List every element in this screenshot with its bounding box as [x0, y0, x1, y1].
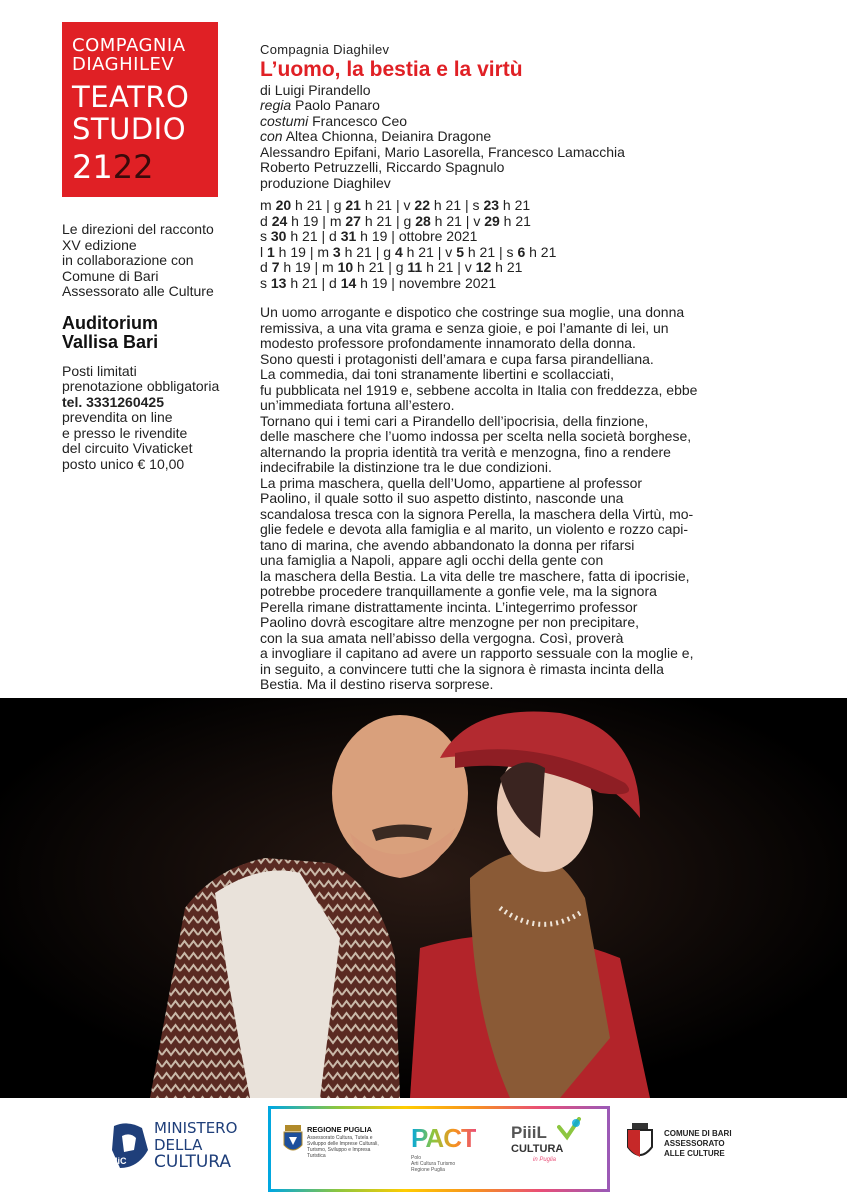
comune-line: COMUNE DI BARI — [664, 1129, 732, 1138]
time-label: h 19 | novembre 2021 — [356, 274, 497, 291]
time-label: h 21 — [491, 259, 523, 275]
time-label: h 19 | m — [274, 243, 333, 260]
weekday-label: m — [260, 197, 276, 213]
day-number: 22 — [414, 197, 430, 213]
synopsis-line: in seguito, a convincere tutti che la signora è rimasta incinta della — [260, 660, 664, 677]
regione-subtitle-line: Assessorato Cultura, Tutela e — [307, 1135, 373, 1141]
regione-subtitle-line: Turismo, Sviluppo e Impresa — [307, 1147, 371, 1153]
synopsis-line: Bestia. Ma il destino riserva sorprese. — [260, 676, 494, 692]
director-name: Paolo Panaro — [291, 97, 380, 113]
date-row — [260, 245, 800, 261]
time-label: h 21 — [525, 243, 557, 260]
costumes-name: Francesco Ceo — [308, 112, 408, 129]
intro-line: Assessorato alle Culture — [62, 283, 214, 299]
pact-subtitle-line: Regione Puglia — [411, 1167, 445, 1173]
credits — [260, 83, 800, 192]
day-number: 30 — [270, 228, 287, 244]
logo-season-a: 21 — [72, 148, 113, 186]
intro-line: XV edizione — [62, 236, 137, 253]
day-number: 10 — [337, 259, 354, 275]
day-number: 4 — [394, 243, 403, 260]
comune-bari-crest-icon — [624, 1123, 656, 1163]
synopsis-line: con la sua amata nell’abisso della vergogna. Così, proverà — [260, 629, 624, 646]
logo-teatro: TEATRO — [72, 80, 190, 114]
regione-subtitle-line: Sviluppo delle Imprese Culturali, — [307, 1141, 379, 1147]
comune-line: ASSESSORATO — [664, 1139, 725, 1148]
day-number: 31 — [340, 228, 357, 244]
date-row — [260, 229, 800, 245]
time-label: h 21 — [499, 197, 531, 213]
synopsis-line: un’immediata fortuna all’estero. — [260, 397, 455, 413]
comune-line: ALLE CULTURE — [664, 1149, 725, 1158]
time-label: h 21 | s — [463, 243, 518, 260]
weekday-label: l — [260, 243, 267, 260]
mic-text — [154, 1120, 237, 1171]
synopsis-line: Paolino, il quale sotto il suo aspetto distinto, nasconde una — [260, 490, 624, 506]
synopsis-line: indecifrabile la distinzione tra le due condizioni. — [260, 459, 552, 475]
mic-badge: MiC — [110, 1156, 127, 1166]
main-column — [260, 42, 800, 693]
costumes — [260, 114, 800, 130]
season-logo — [62, 22, 218, 197]
logo-season-b: 22 — [112, 148, 154, 186]
regione-puglia-crest-icon — [283, 1125, 303, 1155]
venue-line: Vallisa Bari — [62, 331, 159, 352]
mic-line: CULTURA — [154, 1152, 232, 1172]
time-label: h 21 — [499, 212, 531, 229]
author: di Luigi Pirandello — [260, 81, 371, 98]
partner-logos — [268, 1106, 610, 1192]
logo-season — [72, 150, 153, 184]
logo-company-name: DIAGHILEV — [72, 54, 175, 75]
director-label: regia — [260, 97, 292, 113]
piil-tagline: in Puglia — [533, 1157, 557, 1163]
pact-subtitle-line: Polo — [411, 1155, 422, 1161]
logo-company: COMPAGNIA — [72, 35, 186, 56]
time-label: h 19 | m — [279, 259, 338, 275]
day-number: 21 — [345, 197, 361, 213]
day-number: 14 — [340, 274, 357, 291]
festival-intro — [62, 222, 252, 300]
synopsis-line: a invogliare il capitano ad avere un rapporto sessuale con la moglie e, — [260, 645, 694, 661]
day-number: 7 — [271, 259, 280, 275]
info-line: e presso le rivendite — [62, 424, 188, 441]
time-label: h 19 | m — [287, 212, 346, 229]
day-number: 28 — [415, 212, 431, 229]
ticket-info — [62, 364, 252, 473]
production: produzione Diaghilev — [260, 174, 391, 191]
day-number: 20 — [275, 197, 292, 213]
cast — [260, 129, 800, 145]
intro-line: in collaborazione con — [62, 252, 194, 268]
phone-number[interactable]: tel. 3331260425 — [62, 393, 164, 410]
synopsis-line: una famiglia a Napoli, appare agli occhi della gente con — [260, 552, 604, 568]
day-number: 1 — [267, 243, 275, 260]
regione-subtitle — [307, 1135, 379, 1159]
time-label: h 21 | g — [353, 259, 408, 275]
synopsis-line: scandalosa tresca con la signora Perella, la maschera della Virtù, mo- — [260, 505, 694, 522]
day-number: 12 — [475, 259, 492, 275]
mic-line: DELLA — [154, 1136, 203, 1154]
pact-subtitle — [411, 1155, 455, 1173]
day-number: 27 — [345, 212, 361, 229]
pact-logo: PACT — [411, 1123, 476, 1153]
sponsor-footer — [0, 1098, 847, 1200]
synopsis-line: glie fedele e devota alla famiglia e al marito, un violento e rozzo capi- — [260, 521, 689, 537]
intro-line: Comune di Bari — [62, 267, 159, 284]
time-label: h 21 | d — [286, 274, 341, 291]
logo-studio: STUDIO — [72, 112, 187, 146]
ticket-price: posto unico € 10,00 — [62, 455, 185, 472]
costumes-label: costumi — [260, 112, 309, 129]
time-label: h 21 | g — [291, 197, 346, 213]
comune-text — [664, 1129, 732, 1159]
synopsis-line: la maschera della Bestia. La vita delle tre maschere, fatta di ipocrisie, — [260, 567, 690, 584]
info-line: Posti limitati — [62, 362, 137, 379]
day-number: 24 — [271, 212, 288, 229]
regione-title: REGIONE PUGLIA — [307, 1125, 373, 1134]
synopsis-line: modesto professore profondamente innamorato della donna. — [260, 335, 636, 351]
time-label: h 21 | g — [340, 243, 395, 260]
info-line: del circuito Vivaticket — [62, 440, 193, 456]
day-number: 6 — [517, 243, 526, 260]
synopsis-line: Paolino dovrà escogitare altre menzogne per non precipitare, — [260, 614, 640, 630]
synopsis-line: Sono questi i protagonisti dell’amara e cupa farsa pirandelliana. — [260, 350, 654, 367]
mic-line: MINISTERO — [154, 1119, 238, 1137]
comune-bari-logo — [624, 1123, 764, 1167]
director — [260, 98, 800, 114]
cast-line: Altea Chionna, Deianira Dragone — [282, 128, 492, 144]
synopsis-line: Un uomo arrogante e dispotico che costringe sua moglie, una donna — [260, 304, 685, 320]
venue-line: Auditorium — [62, 312, 158, 333]
cast-line: Alessandro Epifani, Mario Lasorella, Francesco Lamacchia — [260, 143, 625, 160]
time-label: h 21 | d — [286, 228, 341, 244]
synopsis-line: tano di marina, che avendo abbandonato la donna per rifarsi — [260, 536, 635, 553]
day-number: 3 — [332, 243, 341, 260]
synopsis-line: Perella rimane distrattamente incinta. L’integerrimo professor — [260, 598, 638, 615]
day-number: 23 — [483, 197, 500, 213]
cast-label: con — [260, 128, 283, 144]
time-label: h 21 | s — [429, 197, 484, 213]
venue — [62, 314, 252, 352]
date-row — [260, 198, 800, 214]
synopsis-line: fu pubblicata nel 1919 e, sebbene accolta in Italia con freddezza, ebbe — [260, 381, 698, 398]
synopsis-line: alternando la propria identità tra verità e menzogna, fino a rendere — [260, 443, 671, 460]
stage-photo-illustration — [0, 698, 847, 1098]
cast-line: Roberto Petruzzelli, Riccardo Spagnulo — [260, 159, 505, 175]
stage-photo — [0, 698, 847, 1098]
piil-subtitle: CULTURA — [511, 1143, 564, 1155]
weekday-label: s — [260, 274, 271, 291]
day-number: 11 — [407, 259, 423, 275]
synopsis-line: delle maschere che l’uomo indossa per scelta nella società borghese, — [260, 428, 692, 444]
day-number: 13 — [270, 274, 287, 291]
synopsis-line: La commedia, dai toni stranamente libertini e scollacciati, — [260, 366, 615, 382]
piil-logo: PiiiL — [511, 1123, 547, 1142]
date-row — [260, 276, 800, 292]
pact-subtitle-line: Arti Cultura Turismo — [411, 1161, 456, 1167]
synopsis-line: Tornano qui i temi cari a Pirandello dell’ipocrisia, della finzione, — [260, 412, 649, 429]
synopsis-line: La prima maschera, quella dell’Uomo, appartiene al professor — [260, 474, 643, 491]
performance-dates — [260, 198, 800, 291]
day-number: 5 — [456, 243, 464, 260]
intro-line: Le direzioni del racconto — [62, 221, 214, 237]
info-line: prevendita on line — [62, 409, 173, 425]
time-label: h 21 | v — [360, 197, 415, 213]
synopsis-line: remissiva, a una vita grama e senza gioie, e poi l’amante di lei, un — [260, 319, 669, 336]
time-label: h 21 | g — [360, 212, 416, 229]
synopsis — [260, 305, 790, 693]
synopsis-line: potrebbe procedere tranquillamente a gonfie vele, ma la signora — [260, 583, 657, 599]
left-column — [62, 222, 252, 472]
time-label: h 21 | v — [422, 259, 476, 275]
date-row — [260, 260, 800, 276]
regione-subtitle-line: Turistica — [307, 1153, 326, 1159]
time-label: h 21 | v — [402, 243, 457, 260]
date-row — [260, 214, 800, 230]
company-name: Compagnia Diaghilev — [260, 42, 390, 57]
time-label: h 21 | v — [430, 212, 485, 229]
info-line: prenotazione obbligatoria — [62, 378, 220, 394]
weekday-label: s — [260, 228, 271, 244]
show-title: L’uomo, la bestia e la virtù — [260, 57, 523, 81]
weekday-label: d — [260, 212, 272, 229]
day-number: 29 — [484, 212, 500, 229]
piil-checkmark-icon — [557, 1117, 581, 1141]
weekday-label: d — [260, 259, 272, 275]
time-label: h 19 | ottobre 2021 — [356, 228, 478, 244]
ministero-cultura-logo — [108, 1118, 248, 1174]
